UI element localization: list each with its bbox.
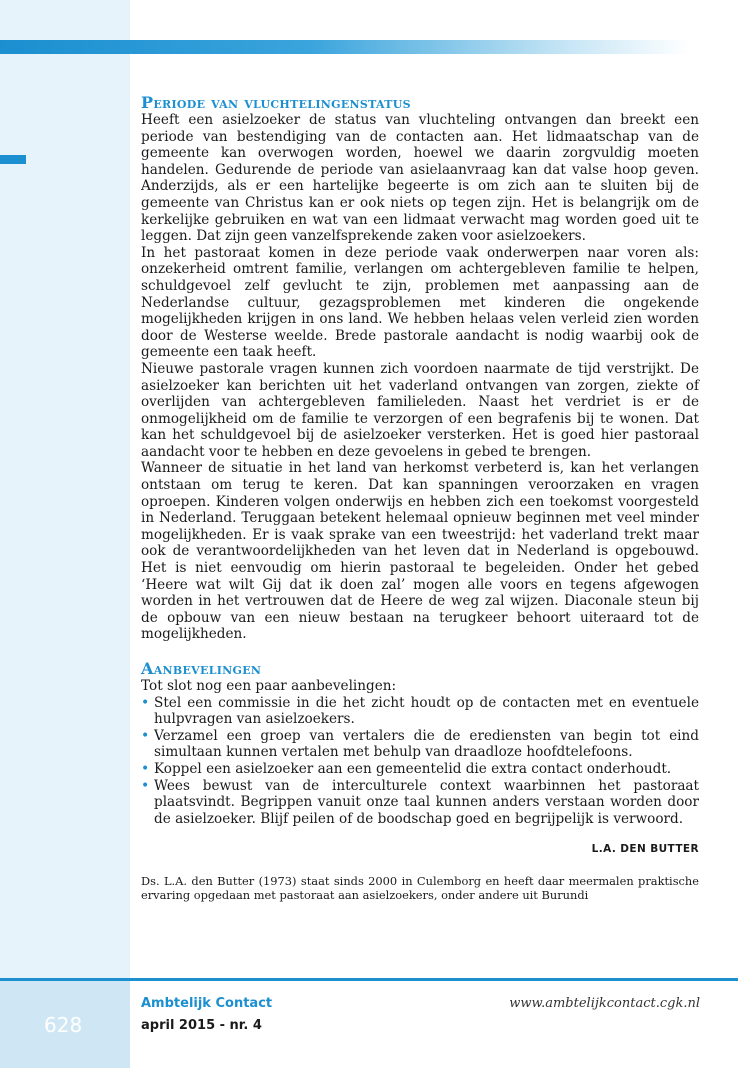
section-heading-recommendations: Aanbevelingen [141,659,262,678]
bullet-icon: • [141,727,150,744]
section-heading-status: Periode van vluchtelingenstatus [141,93,411,112]
page-number: 628 [0,1010,130,1058]
list-item: • Koppel een asielzoeker aan een gemeentelid die extra contact onderhoudt. [141,760,672,777]
list-item: • Wees bewust van de interculturele context waarbinnen het pastoraat plaatsvindt. Begrippen vanuit onze taal kunnen anders verstaan worden door de asielzoeker. Blijf peilen of de boodschap goed en begrijpelijk is verwoord. [141,777,699,827]
paragraph: Wanneer de situatie in het land van herkomst verbeterd is, kan het verlangen ontstaan om terug te keren. Dat kan spanningen veroorzaken en vragen oproepen. Kinderen volgen onderwijs en hebben zich een toekomst voorgesteld in Nederland. Teruggaan betekent helemaal opnieuw beginnen met veel minder mogelijkheden. Er is vaak sprake van een tweestrijd: het vaderland trekt maar ook de verantwoordelijkheden van het leven dat in Nederland is opgebouwd. Het is niet eenvoudig om hierin pastoraal te begeleiden. Onder het gebed ‘Heere wat wilt Gij dat ik doen zal’ mogen alle voors en tegens afgewogen worden in het vertrouwen dat de Heere de weg zal wijzen. Diaconale steun bij de opbouw van een nieuw bestaan na terugkeer behoort uiteraard tot de mogelijkheden. [141,460,699,643]
article-body [141,93,699,902]
magazine-issue: april 2015 - nr. 4 [141,1018,262,1033]
paragraph: Heeft een asielzoeker de status van vluchteling ontvangen dan breekt een periode van bestendiging van de contacten aan. Het lidmaatschap van de gemeente kan overwogen worden, hoewel we daarin zorgvuldig moeten handelen. Gedurende de periode van asielaanvraag kan dat valse hoop geven. Anderzijds, als er een hartelijke begeerte is om zich aan te sluiten bij de gemeente van Christus kan er ook niets op tegen zijn. Het is belangrijk om de kerkelijke gebruiken en wat van een lidmaat verwacht mag worden goed uit te leggen. Dat zijn geen vanzelfsprekende zaken voor asielzoekers. [141,112,699,245]
list-item: • Verzamel een groep van vertalers die de erediensten van begin tot eind simultaan kunnen vertalen met behulp van draadloze hoofdtelefoons. [141,727,699,761]
list-item: • Stel een commissie in die het zicht houdt op de contacten met en eventuele hulpvragen van asielzoekers. [141,694,699,728]
paragraph: In het pastoraat komen in deze periode vaak onderwerpen naar voren als: onzekerheid omtrent familie, verlangen om achtergebleven familie te helpen, schuldgevoel zelf gevlucht te zijn, problemen met aanpassing aan de Nederlandse cultuur, gezagsproblemen met kinderen die ongekende mogelijkheden krijgen in ons land. We hebben helaas velen verleid zien worden door de Westerse weelde. Brede pastorale aandacht is nodig waarbij ook de gemeente een taak heeft. [141,244,699,361]
paragraph: Nieuwe pastorale vragen kunnen zich voordoen naarmate de tijd verstrijkt. De asielzoeker kan berichten uit het vaderland ontvangen van zorgen, ziekte of overlijden van achtergebleven familieleden. Naast het verdriet is er de onmogelijkheid om de familie te verzorgen of een begrafenis bij te wonen. Dat kan het schuldgevoel bij de asielzoeker versterken. Het is goed hier pastoraal aandacht voor te hebben en deze gevoelens in gebed te brengen. [141,360,699,460]
author-name: L.A. DEN BUTTER [591,843,699,856]
recommendations-list [141,695,699,828]
recommendations-intro: Tot slot nog een paar aanbevelingen: [141,678,397,694]
top-gradient-bar [0,40,690,54]
bullet-icon: • [141,694,150,711]
bullet-icon: • [141,777,150,794]
magazine-title: Ambtelijk Contact [141,996,273,1011]
magazine-url[interactable]: www.ambtelijkcontact.cgk.nl [509,996,700,1011]
side-marker [0,155,26,164]
bullet-icon: • [141,760,150,777]
author-bio: Ds. L.A. den Butter (1973) staat sinds 2000 in Culemborg en heeft daar meermalen praktische ervaring opgedaan met pastoraat aan asielzoekers, onder andere uit Burundi [141,873,699,902]
